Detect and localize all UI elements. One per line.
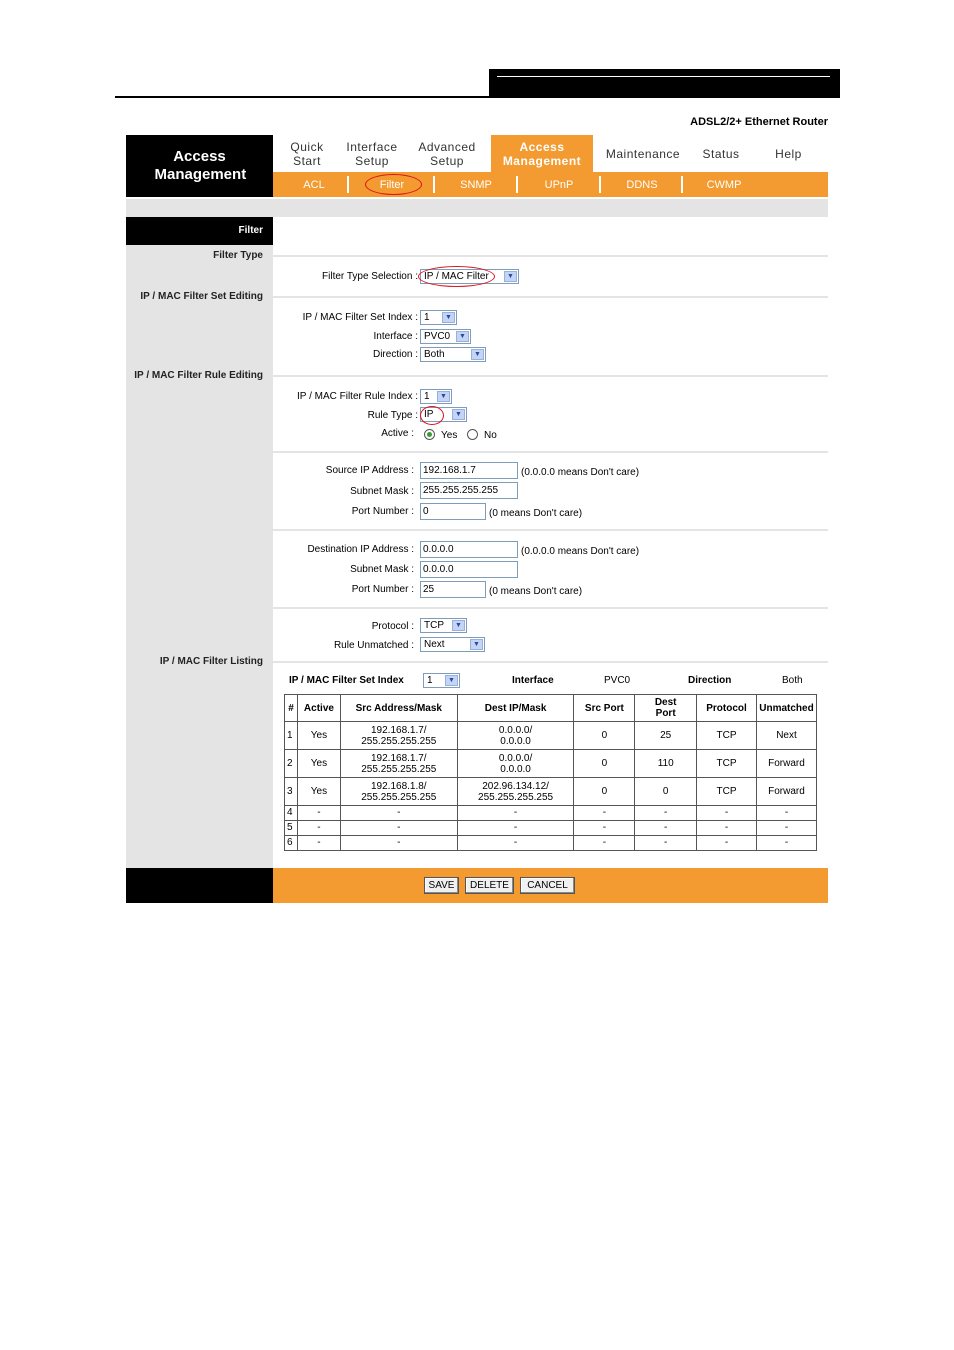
divider xyxy=(273,296,828,298)
column-header: Active xyxy=(297,695,340,722)
table-cell: 0 xyxy=(574,778,635,806)
table-cell: TCP xyxy=(697,722,757,750)
divider xyxy=(273,375,828,377)
header-block xyxy=(489,69,840,97)
listing-interface-label: Interface xyxy=(512,675,554,686)
chevron-down-icon: ▼ xyxy=(504,271,517,282)
column-header: Src Port xyxy=(574,695,635,722)
column-header: Protocol xyxy=(697,695,757,722)
table-cell: Yes xyxy=(297,722,340,750)
table-cell: 0 xyxy=(574,750,635,778)
table-cell: TCP xyxy=(697,750,757,778)
table-cell: - xyxy=(340,821,457,836)
table-cell: TCP xyxy=(697,778,757,806)
table-cell: 110 xyxy=(635,750,697,778)
active-label: Active : xyxy=(381,428,414,439)
highlight-circle xyxy=(418,266,495,287)
active-yes-label: Yes xyxy=(441,430,458,441)
highlight-circle xyxy=(365,174,422,195)
table-row xyxy=(285,722,817,750)
table-cell: - xyxy=(574,836,635,851)
subnav-separator xyxy=(347,176,349,193)
column-header: Dest IP/Mask xyxy=(457,695,574,722)
label-set-editing: IP / MAC Filter Set Editing xyxy=(140,291,263,302)
table-cell: - xyxy=(457,821,574,836)
src-mask-label: Subnet Mask : xyxy=(350,486,414,497)
brand-label: Access Management xyxy=(154,148,247,183)
table-cell: - xyxy=(756,806,816,821)
table-cell: - xyxy=(340,806,457,821)
table-cell: 202.96.134.12/ 255.255.255.255 xyxy=(457,778,574,806)
header-block-line xyxy=(497,76,830,77)
table-cell: - xyxy=(340,836,457,851)
nav-advanced-setup[interactable]: Advanced Setup xyxy=(418,139,476,168)
listing-direction-label: Direction xyxy=(688,675,732,686)
table-row xyxy=(285,836,817,851)
table-row xyxy=(285,778,817,806)
listing-set-index-label: IP / MAC Filter Set Index xyxy=(289,675,404,686)
column-header: # xyxy=(285,695,298,722)
column-header: Src Address/Mask xyxy=(340,695,457,722)
nav-quick-start[interactable]: Quick Start xyxy=(290,139,324,168)
table-cell: Next xyxy=(756,722,816,750)
subnav-upnp[interactable]: UPnP xyxy=(544,178,574,191)
table-cell: - xyxy=(635,836,697,851)
unmatched-select[interactable] xyxy=(420,637,485,652)
highlight-circle xyxy=(420,406,444,425)
direction-value: Both xyxy=(424,349,445,360)
subnav-cwmp[interactable]: CWMP xyxy=(706,178,742,191)
rule-index-select[interactable] xyxy=(420,389,452,404)
set-index-value: 1 xyxy=(424,312,430,323)
interface-value: PVC0 xyxy=(424,331,451,342)
protocol-value: TCP xyxy=(424,620,444,631)
table-cell: 192.168.1.7/ 255.255.255.255 xyxy=(340,722,457,750)
nav-interface-setup[interactable]: Interface Setup xyxy=(346,139,398,168)
rule-type-value: IP xyxy=(424,409,434,420)
protocol-label: Protocol : xyxy=(371,621,414,632)
listing-interface-value: PVC0 xyxy=(604,675,631,686)
dst-mask-input[interactable]: 0.0.0.0 xyxy=(420,561,518,578)
table-cell: - xyxy=(297,836,340,851)
table-cell: Yes xyxy=(297,750,340,778)
filter-type-value: IP / MAC Filter xyxy=(424,271,489,282)
subnav-acl[interactable]: ACL xyxy=(303,178,325,191)
subnav-snmp[interactable]: SNMP xyxy=(460,178,492,191)
table-cell: Yes xyxy=(297,778,340,806)
src-port-label: Port Number : xyxy=(351,506,414,517)
unmatched-label: Rule Unmatched : xyxy=(333,640,414,651)
rule-type-label: Rule Type : xyxy=(367,410,418,421)
chevron-down-icon: ▼ xyxy=(442,312,455,323)
listing-set-index-value: 1 xyxy=(427,675,433,686)
table-cell: 2 xyxy=(285,750,298,778)
rule-index-value: 1 xyxy=(424,391,430,402)
table-cell: - xyxy=(635,821,697,836)
filter-rules-table xyxy=(284,694,817,851)
active-yes-radio[interactable] xyxy=(424,429,435,440)
footer-left xyxy=(126,868,273,903)
chevron-down-icon: ▼ xyxy=(456,331,469,342)
main-nav xyxy=(273,135,828,172)
table-row xyxy=(285,750,817,778)
table-row xyxy=(285,821,817,836)
chevron-down-icon: ▼ xyxy=(452,620,465,631)
dst-mask-label: Subnet Mask : xyxy=(350,564,414,575)
listing-direction-value: Both xyxy=(782,675,803,686)
table-cell: 192.168.1.7/ 255.255.255.255 xyxy=(340,750,457,778)
table-cell: - xyxy=(457,836,574,851)
label-filter-type: Filter Type xyxy=(213,250,263,261)
delete-button[interactable]: DELETE xyxy=(465,877,514,894)
chevron-down-icon: ▼ xyxy=(470,639,483,650)
table-cell: 0 xyxy=(574,722,635,750)
table-cell: - xyxy=(756,836,816,851)
src-ip-label: Source IP Address : xyxy=(325,465,414,476)
chevron-down-icon: ▼ xyxy=(471,349,484,360)
table-cell: 6 xyxy=(285,836,298,851)
filter-type-label: Filter Type Selection : xyxy=(322,271,418,282)
table-cell: - xyxy=(574,821,635,836)
divider xyxy=(273,529,828,531)
table-cell: - xyxy=(297,821,340,836)
save-button[interactable]: SAVE xyxy=(424,877,459,894)
router-app xyxy=(126,135,828,903)
src-mask-input[interactable]: 255.255.255.255 xyxy=(420,482,518,499)
cancel-button[interactable]: CANCEL xyxy=(520,877,575,894)
table-cell: 4 xyxy=(285,806,298,821)
table-cell: - xyxy=(457,806,574,821)
label-rule-editing: IP / MAC Filter Rule Editing xyxy=(134,370,263,381)
set-index-select[interactable] xyxy=(420,310,457,325)
section-brand xyxy=(126,135,273,197)
nav-status[interactable]: Status xyxy=(702,146,740,161)
table-cell: 25 xyxy=(635,722,697,750)
rule-index-label: IP / MAC Filter Rule Index : xyxy=(297,391,418,402)
unmatched-value: Next xyxy=(424,639,445,650)
sub-nav xyxy=(273,172,828,197)
src-port-input[interactable]: 0 xyxy=(420,503,486,520)
product-name: ADSL2/2+ Ethernet Router xyxy=(690,116,828,128)
subnav-ddns[interactable]: DDNS xyxy=(626,178,658,191)
dst-ip-label: Destination IP Address : xyxy=(307,544,414,555)
interface-label: Interface : xyxy=(373,331,418,342)
column-header: Unmatched xyxy=(756,695,816,722)
protocol-select[interactable] xyxy=(420,618,467,633)
table-cell: - xyxy=(697,806,757,821)
table-cell: 1 xyxy=(285,722,298,750)
active-no-label: No xyxy=(484,430,497,441)
divider xyxy=(273,607,828,609)
table-cell: Forward xyxy=(756,778,816,806)
dst-ip-input[interactable]: 0.0.0.0 xyxy=(420,541,518,558)
chevron-down-icon: ▼ xyxy=(445,675,458,686)
listing-set-index-select[interactable] xyxy=(423,673,460,688)
table-cell: - xyxy=(756,821,816,836)
direction-label: Direction : xyxy=(372,349,418,360)
table-cell: 0.0.0.0/ 0.0.0.0 xyxy=(457,722,574,750)
header-rule xyxy=(115,96,840,98)
table-cell: 5 xyxy=(285,821,298,836)
dst-port-hint: (0 means Don't care) xyxy=(489,586,583,597)
divider xyxy=(273,661,828,663)
table-row xyxy=(285,806,817,821)
nav-access-management[interactable]: Access Management xyxy=(491,135,593,172)
footer-bar xyxy=(273,868,828,903)
active-no-radio[interactable] xyxy=(467,429,478,440)
src-ip-hint: (0.0.0.0 means Don't care) xyxy=(521,467,640,478)
table-cell: 3 xyxy=(285,778,298,806)
table-cell: - xyxy=(635,806,697,821)
dst-port-label: Port Number : xyxy=(351,584,414,595)
table-cell: 0 xyxy=(635,778,697,806)
interface-select[interactable] xyxy=(420,329,471,344)
set-index-label: IP / MAC Filter Set Index : xyxy=(302,312,418,323)
table-cell: - xyxy=(697,821,757,836)
table-cell: - xyxy=(297,806,340,821)
label-filter-listing: IP / MAC Filter Listing xyxy=(159,656,263,667)
divider xyxy=(273,451,828,453)
src-port-hint: (0 means Don't care) xyxy=(489,508,583,519)
divider xyxy=(273,255,828,257)
spacer-band xyxy=(126,199,828,217)
column-header: Dest Port xyxy=(635,695,697,722)
src-ip-input[interactable]: 192.168.1.7 xyxy=(420,462,518,479)
section-filter-header: Filter xyxy=(126,217,273,245)
subnav-filter[interactable]: Filter xyxy=(379,178,405,191)
chevron-down-icon: ▼ xyxy=(452,409,465,420)
table-cell: Forward xyxy=(756,750,816,778)
nav-maintenance[interactable]: Maintenance xyxy=(605,146,681,161)
table-cell: 192.168.1.8/ 255.255.255.255 xyxy=(340,778,457,806)
table-cell: 0.0.0.0/ 0.0.0.0 xyxy=(457,750,574,778)
direction-select[interactable] xyxy=(420,347,486,362)
table-cell: - xyxy=(574,806,635,821)
table-header-row xyxy=(285,695,817,722)
chevron-down-icon: ▼ xyxy=(437,391,450,402)
nav-help[interactable]: Help xyxy=(775,146,802,161)
left-column xyxy=(126,217,273,868)
dst-port-input[interactable]: 25 xyxy=(420,581,486,598)
dst-ip-hint: (0.0.0.0 means Don't care) xyxy=(521,546,640,557)
table-cell: - xyxy=(697,836,757,851)
